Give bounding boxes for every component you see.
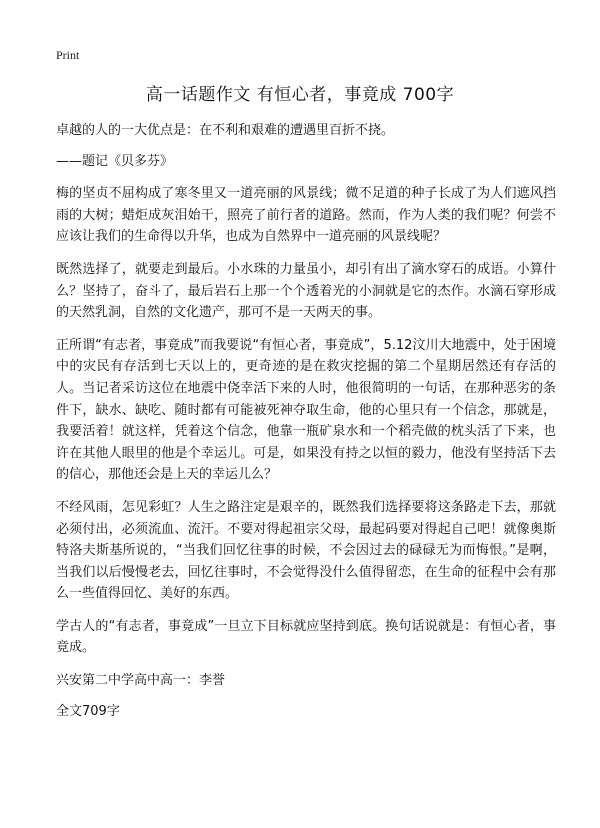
paragraph: 梅的坚贞不屈构成了寒冬里又一道亮丽的风景线；微不足道的种子长成了为人们遮风挡雨的大树；蜡炬成灰泪始干，照亮了前行者的道路。然而，作为人类的我们呢？何尝不应该让我们的生命得以升华，也成为自然界中一道亮丽的风景线呢？ (56, 186, 556, 245)
paragraph: 学古人的“有志者，事竟成”一旦立下目标就应坚持到底。换句话说就是：有恒心者，事竟成。 (56, 618, 556, 656)
article-body (56, 120, 556, 731)
author-line: 兴安第二中学高中高一：李誉 (56, 673, 226, 689)
article-title: 高一话题作文 有恒心者，事竟成 700字 (145, 85, 455, 105)
paragraph: 不经风雨，怎见彩虹？人生之路注定是艰辛的，既然我们选择要将这条路走下去，那就必须付出，必须流血、流汗。不要对得起祖宗父母，最起码要对得起自己吧！就像奥斯特洛夫斯基所说的，“当我们回忆往事的时候，不会因过去的碌碌无为而悔恨。”是啊，当我们以后慢慢老去，回忆往事时，不会觉得没什么值得留恋，在生命的征程中会有那么一些值得回忆、美好的东西。 (56, 499, 556, 602)
epigraph-source: ——题记《贝多芬》 (56, 153, 174, 169)
paragraph: 正所谓“有志者，事竟成”而我要说“有恒心者，事竟成”，5.12汶川大地震中，处于困境中的灾民有存活到七天以上的，更奇迹的是在救灾挖掘的第二个星期居然还有存活的人。当记者采访这位在地震中侥幸活下来的人时，他很简明的一句话，在那种恶劣的条件下，缺水、缺吃、随时都有可能被死神夺取生命，他的心里只有一个信念，那就是，我要活着！就这样，凭着这个信念，他靠一瓶矿泉水和一个稻壳做的枕头活了下来，也许在其他人眼里的他是个幸运儿。可是，如果没有持之以恒的毅力，他没有坚持活下去的信心，那他还会是上天的幸运儿么？ (56, 337, 556, 483)
word-count: 全文709字 (56, 703, 120, 719)
paragraph: 既然选择了，就要走到最后。小水珠的力量虽小，却引有出了滴水穿石的成语。小算什么？坚持了，奋斗了，最后岩石上那一个个透着光的小洞就是它的杰作。水滴石穿形成的天然乳洞，自然的文化遗产，那可不是一天两天的事。 (56, 261, 556, 321)
print-label: Print (56, 48, 80, 62)
epigraph: 卓越的人的一大优点是：在不利和艰难的遭遇里百折不挠。 (56, 123, 395, 138)
